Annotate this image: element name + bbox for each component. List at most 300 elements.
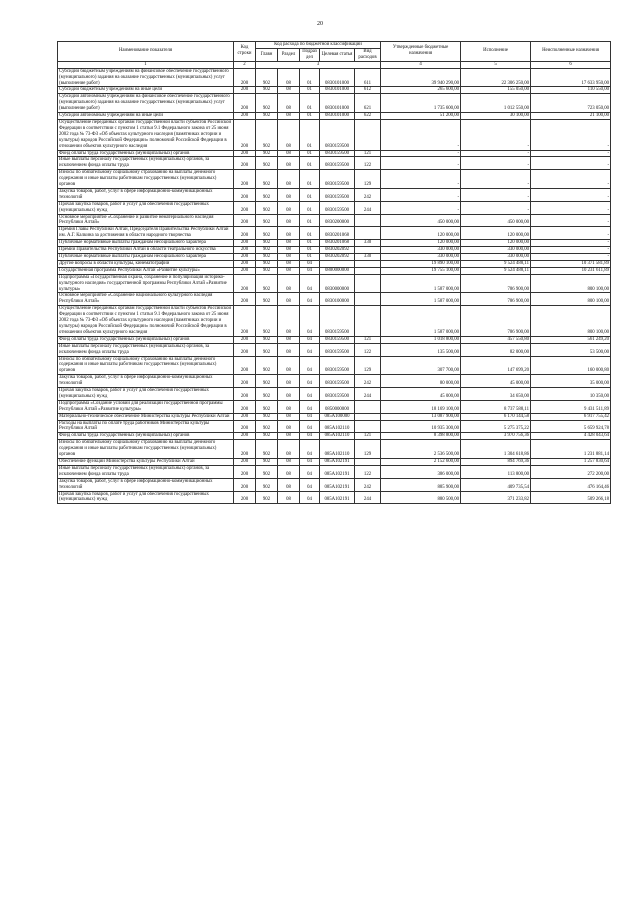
row-executed: 5 275 375,22	[461, 420, 531, 433]
row-executed: 113 800,00	[461, 465, 531, 478]
row-approved: 10 935 300,00	[381, 420, 461, 433]
row-subsection: 01	[300, 188, 320, 201]
row-unexecuted: 1 257 830,64	[531, 459, 611, 466]
table-row	[58, 240, 611, 247]
row-main: 902	[256, 400, 278, 413]
row-approved: 265 600,00	[381, 87, 461, 94]
row-subsection: 01	[300, 254, 320, 261]
row-main: 902	[256, 119, 278, 150]
row-approved: -	[381, 170, 461, 189]
row-unexecuted: 561 249,20	[531, 336, 611, 343]
row-approved: 120 000,00	[381, 227, 461, 240]
table-row	[58, 68, 611, 87]
table-row	[58, 413, 611, 420]
row-main: 902	[256, 150, 278, 157]
row-section: 08	[278, 254, 300, 261]
row-section: 08	[278, 87, 300, 94]
row-subsection: 04	[300, 356, 320, 375]
table-row	[58, 94, 611, 113]
row-executed: -	[461, 157, 531, 170]
row-section: 08	[278, 388, 300, 401]
row-approved: 885 900,00	[381, 478, 461, 491]
row-unexecuted: 160 000,80	[531, 356, 611, 375]
row-code: 200	[234, 274, 256, 293]
table-row	[58, 170, 611, 189]
row-subsection: 01	[300, 214, 320, 227]
column-number: 5	[461, 61, 531, 68]
row-main: 902	[256, 201, 278, 214]
table-row	[58, 247, 611, 254]
row-name: Прочая закупка товаров, работ и услуг для обеспечения государственных (муниципальных) нужд	[58, 201, 234, 214]
row-section: 08	[278, 201, 300, 214]
table-row	[58, 420, 611, 433]
row-expense-type	[355, 306, 381, 337]
header-approved: Утвержденные бюджетные назначения	[381, 42, 461, 62]
table-row	[58, 119, 611, 150]
row-expense-type: 129	[355, 356, 381, 375]
row-approved: 13 087 900,00	[381, 413, 461, 420]
column-number-row	[58, 61, 611, 68]
budget-execution-table	[57, 41, 611, 504]
row-subsection: 01	[300, 157, 320, 170]
row-expense-type: 244	[355, 491, 381, 504]
row-approved: 1 587 000,00	[381, 306, 461, 337]
row-unexecuted: 4 428 043,64	[531, 433, 611, 440]
row-code: 200	[234, 375, 256, 388]
row-approved: 18 169 100,00	[381, 400, 461, 413]
row-approved: -	[381, 188, 461, 201]
table-row	[58, 375, 611, 388]
row-code: 200	[234, 94, 256, 113]
row-unexecuted: 800 100,00	[531, 274, 611, 293]
row-unexecuted: 10 350,00	[531, 388, 611, 401]
row-executed: 786 900,00	[461, 274, 531, 293]
row-unexecuted: -	[531, 240, 611, 247]
row-unexecuted: 53 500,00	[531, 343, 611, 356]
row-name: Премии Правительства Республики Алтай в области театрального искусства	[58, 247, 234, 254]
page-number: 20	[317, 21, 323, 27]
row-unexecuted: 5 659 924,78	[531, 420, 611, 433]
row-approved: 39 940 290,00	[381, 68, 461, 87]
row-subsection: 04	[300, 433, 320, 440]
row-expense-type: 121	[355, 433, 381, 440]
row-code: 200	[234, 170, 256, 189]
table-row	[58, 150, 611, 157]
table-row	[58, 336, 611, 343]
row-name: Фонд оплаты труда государственных (муниципальных) органов	[58, 150, 234, 157]
row-approved: 307 700,00	[381, 356, 461, 375]
row-subsection: 04	[300, 413, 320, 420]
row-target: 0830159500	[320, 343, 355, 356]
row-subsection: 01	[300, 227, 320, 240]
row-target: 0830159500	[320, 201, 355, 214]
row-unexecuted: -	[531, 170, 611, 189]
row-section: 08	[278, 306, 300, 337]
row-section: 08	[278, 465, 300, 478]
row-section: 08	[278, 433, 300, 440]
header-expense-type: Вид расходов	[355, 48, 381, 61]
table-row	[58, 356, 611, 375]
row-executed: 9 524 488,11	[461, 267, 531, 274]
row-subsection: 01	[300, 240, 320, 247]
row-target: 085А102191	[320, 459, 355, 466]
row-target: 0830201068	[320, 240, 355, 247]
row-target: 0830159500	[320, 306, 355, 337]
row-subsection: 04	[300, 267, 320, 274]
row-code: 200	[234, 356, 256, 375]
row-target: 0830159500	[320, 375, 355, 388]
row-executed: 450 000,00	[461, 214, 531, 227]
row-target: 0830159500	[320, 119, 355, 150]
row-main: 902	[256, 420, 278, 433]
table-body	[58, 68, 611, 504]
row-unexecuted: 6 917 755,42	[531, 413, 611, 420]
row-target: 0800000000	[320, 267, 355, 274]
row-section: 08	[278, 170, 300, 189]
row-executed: 120 000,00	[461, 227, 531, 240]
row-code: 200	[234, 459, 256, 466]
row-executed: 330 000,00	[461, 247, 531, 254]
row-approved: 330 000,00	[381, 247, 461, 254]
row-unexecuted: -	[531, 254, 611, 261]
row-section: 08	[278, 68, 300, 87]
row-code: 200	[234, 343, 256, 356]
row-expense-type	[355, 267, 381, 274]
row-code: 200	[234, 87, 256, 94]
table-row	[58, 293, 611, 306]
row-section: 08	[278, 119, 300, 150]
row-target: 0830200000	[320, 214, 355, 227]
row-name: Премия Главы Республики Алтай, Председателя Правительства Республики Алтай им. А.Г. Калкина за достижения в области народного творчества	[58, 227, 234, 240]
row-name: Осуществление переданных органам государственной власти субъектов Российской Федерации в соответствии с пунктом 1 статьи 9.1 Федерального закона от 25 июня 2002 года № 73-ФЗ «Об объектах культурного наследия (памятниках истории и культуры) народов Российской Федерации» полномочий Российской Федерации в отношении объектов культурного наследия	[58, 119, 234, 150]
row-main: 902	[256, 388, 278, 401]
header-section: Раздел	[278, 48, 300, 61]
row-main: 902	[256, 87, 278, 94]
header-name: Наименование показателя	[58, 42, 234, 62]
row-subsection: 01	[300, 94, 320, 113]
row-section: 08	[278, 113, 300, 120]
row-expense-type	[355, 413, 381, 420]
row-expense-type: 622	[355, 113, 381, 120]
row-name: Иные выплаты персоналу государственных (муниципальных) органов, за исключением фонда оплаты труда	[58, 343, 234, 356]
row-section: 08	[278, 293, 300, 306]
row-target: 0830159500	[320, 336, 355, 343]
row-name: Осуществление переданных органам государственной власти субъектов Российской Федерации в соответствии с пунктом 1 статьи 9.1 Федерального закона от 25 июня 2002 года № 73-ФЗ «Об объектах культурного наследия (памятниках истории и культуры) народов Российской Федерации» полномочий Российской Федерации в отношении объектов культурного наследия	[58, 306, 234, 337]
row-unexecuted: 509 266,18	[531, 491, 611, 504]
row-expense-type	[355, 293, 381, 306]
row-unexecuted: -	[531, 119, 611, 150]
row-main: 902	[256, 260, 278, 267]
row-executed: 6 170 144,58	[461, 413, 531, 420]
row-approved: 80 000,00	[381, 375, 461, 388]
row-main: 902	[256, 465, 278, 478]
row-expense-type: 612	[355, 87, 381, 94]
row-expense-type: 244	[355, 388, 381, 401]
row-main: 902	[256, 157, 278, 170]
row-expense-type: 121	[355, 336, 381, 343]
row-subsection: 01	[300, 247, 320, 254]
column-number: 4	[381, 61, 461, 68]
row-main: 902	[256, 254, 278, 261]
row-executed: 22 306 250,00	[461, 68, 531, 87]
row-subsection: 04	[300, 375, 320, 388]
row-name: Расходы на выплаты по оплате труда работников Министерства культуры Республики Алтай	[58, 420, 234, 433]
row-code: 200	[234, 491, 256, 504]
row-executed: 3 970 756,36	[461, 433, 531, 440]
row-executed: 409 735,54	[461, 478, 531, 491]
row-expense-type: 242	[355, 375, 381, 388]
row-section: 08	[278, 491, 300, 504]
table-row	[58, 491, 611, 504]
row-target: 0830000000	[320, 274, 355, 293]
column-number: 3	[256, 61, 381, 68]
row-name: Субсидии бюджетным учреждениям на иные цели	[58, 87, 234, 94]
row-expense-type	[355, 214, 381, 227]
row-main: 902	[256, 343, 278, 356]
row-target: 0830159500	[320, 170, 355, 189]
row-executed: -	[461, 170, 531, 189]
row-code: 200	[234, 68, 256, 87]
header-subsection: Подраз дел	[300, 48, 320, 61]
row-target	[320, 260, 355, 267]
row-name: Закупка товаров, работ, услуг в сфере информационно-коммуникационных технологий	[58, 188, 234, 201]
column-number: 6	[531, 61, 611, 68]
row-unexecuted: 35 000,00	[531, 375, 611, 388]
row-target: 0830159500	[320, 356, 355, 375]
row-code: 200	[234, 440, 256, 459]
row-expense-type: 330	[355, 240, 381, 247]
row-unexecuted: 110 550,00	[531, 87, 611, 94]
row-subsection: 04	[300, 343, 320, 356]
row-section: 08	[278, 478, 300, 491]
row-expense-type	[355, 420, 381, 433]
row-code: 200	[234, 254, 256, 261]
row-unexecuted: 272 200,00	[531, 465, 611, 478]
row-main: 902	[256, 240, 278, 247]
row-main: 902	[256, 94, 278, 113]
table-row	[58, 157, 611, 170]
row-section: 08	[278, 150, 300, 157]
row-expense-type: 121	[355, 150, 381, 157]
row-name: Субсидии автономным учреждениям на иные цели	[58, 113, 234, 120]
table-row	[58, 388, 611, 401]
row-unexecuted: 723 050,00	[531, 94, 611, 113]
row-executed: -	[461, 188, 531, 201]
row-name: Материально-техническое обеспечение Министерства культуры Республики Алтай	[58, 413, 234, 420]
row-unexecuted: -	[531, 157, 611, 170]
row-expense-type	[355, 247, 381, 254]
row-name: Основное мероприятие «Сохранение и развитие нематериального наследия Республики Алтай»	[58, 214, 234, 227]
table-row	[58, 227, 611, 240]
row-subsection: 01	[300, 113, 320, 120]
row-main: 902	[256, 293, 278, 306]
row-approved: 1 587 000,00	[381, 293, 461, 306]
row-target: 0830100000	[320, 293, 355, 306]
table-row	[58, 214, 611, 227]
row-target: 0830159500	[320, 188, 355, 201]
row-executed: 82 000,00	[461, 343, 531, 356]
row-approved: -	[381, 150, 461, 157]
table-row	[58, 201, 611, 214]
row-executed: 786 900,00	[461, 306, 531, 337]
row-subsection: 01	[300, 170, 320, 189]
row-target: 0830101000	[320, 113, 355, 120]
header-target: Целевая статья	[320, 48, 355, 61]
table-row	[58, 267, 611, 274]
row-main: 902	[256, 433, 278, 440]
row-target: 0830201068	[320, 227, 355, 240]
row-main: 902	[256, 214, 278, 227]
header-unexecuted: Неисполненные назначения	[531, 42, 611, 62]
row-approved: 450 000,00	[381, 214, 461, 227]
row-expense-type	[355, 400, 381, 413]
row-expense-type: 129	[355, 440, 381, 459]
row-section: 08	[278, 356, 300, 375]
row-name: Публичные нормативные выплаты гражданам несоциального характера	[58, 240, 234, 247]
row-unexecuted: 17 633 950,00	[531, 68, 611, 87]
table-row	[58, 478, 611, 491]
row-executed: 155 050,00	[461, 87, 531, 94]
row-section: 08	[278, 260, 300, 267]
row-name: Закупка товаров, работ, услуг в сфере информационно-коммуникационных технологий	[58, 375, 234, 388]
row-unexecuted: -	[531, 247, 611, 254]
row-executed: 34 650,00	[461, 388, 531, 401]
row-subsection: 04	[300, 491, 320, 504]
row-expense-type: 242	[355, 188, 381, 201]
row-subsection: 04	[300, 306, 320, 337]
row-code: 200	[234, 306, 256, 337]
row-code: 200	[234, 413, 256, 420]
table-row	[58, 254, 611, 261]
row-executed: 371 233,82	[461, 491, 531, 504]
row-expense-type: 242	[355, 478, 381, 491]
row-name: Взносы по обязательному социальному страхованию на выплаты денежного содержания и иные выплаты работникам государственных (муниципальных) органов	[58, 356, 234, 375]
row-subsection: 04	[300, 400, 320, 413]
row-target: 0830159500	[320, 157, 355, 170]
row-main: 902	[256, 306, 278, 337]
row-name: Прочая закупка товаров, работ и услуг для обеспечения государственных (муниципальных) нужд	[58, 491, 234, 504]
row-subsection: 04	[300, 478, 320, 491]
row-executed: -	[461, 150, 531, 157]
row-main: 902	[256, 491, 278, 504]
row-executed: 457 550,80	[461, 336, 531, 343]
row-executed: 120 000,00	[461, 240, 531, 247]
row-unexecuted: -	[531, 188, 611, 201]
row-expense-type: 621	[355, 94, 381, 113]
table-row	[58, 274, 611, 293]
row-executed: 786 900,00	[461, 293, 531, 306]
row-section: 08	[278, 440, 300, 459]
table-row	[58, 440, 611, 459]
row-code: 200	[234, 420, 256, 433]
row-unexecuted: 1 231 881,14	[531, 440, 611, 459]
row-executed: 1 304 618,86	[461, 440, 531, 459]
row-unexecuted: 800 100,00	[531, 293, 611, 306]
row-executed: 1 012 550,00	[461, 94, 531, 113]
row-main: 902	[256, 188, 278, 201]
row-main: 902	[256, 113, 278, 120]
row-expense-type: 330	[355, 254, 381, 261]
row-approved: 45 000,00	[381, 388, 461, 401]
table-row	[58, 188, 611, 201]
row-approved: 330 000,00	[381, 254, 461, 261]
row-section: 08	[278, 267, 300, 274]
row-approved: 135 500,00	[381, 343, 461, 356]
row-approved: -	[381, 201, 461, 214]
row-section: 08	[278, 375, 300, 388]
row-unexecuted: 10 231 611,89	[531, 267, 611, 274]
row-section: 08	[278, 240, 300, 247]
row-name: Обеспечение функций Министерства культуры Республики Алтай	[58, 459, 234, 466]
row-subsection: 04	[300, 459, 320, 466]
row-main: 902	[256, 336, 278, 343]
row-expense-type: 244	[355, 201, 381, 214]
row-executed: 30 100,00	[461, 113, 531, 120]
row-target: 0830159500	[320, 150, 355, 157]
row-executed: -	[461, 201, 531, 214]
row-name: Другие вопросы в области культуры, кинематографии	[58, 260, 234, 267]
row-unexecuted: 476 164,46	[531, 478, 611, 491]
row-subsection: 04	[300, 274, 320, 293]
table-row	[58, 459, 611, 466]
row-name: Подпрограмма «Государственная охрана, сохранение и популяризация историко-культурного наследия» государственной программы Республики Алтай «Развитие культуры»	[58, 274, 234, 293]
row-expense-type	[355, 260, 381, 267]
row-section: 08	[278, 400, 300, 413]
row-approved: 8 398 800,00	[381, 433, 461, 440]
row-subsection: 01	[300, 150, 320, 157]
row-approved: 1 587 000,00	[381, 274, 461, 293]
row-target: 0830202092	[320, 254, 355, 261]
row-main: 902	[256, 68, 278, 87]
row-subsection: 04	[300, 388, 320, 401]
row-main: 902	[256, 478, 278, 491]
row-unexecuted: 21 100,00	[531, 113, 611, 120]
row-executed: -	[461, 119, 531, 150]
row-subsection: 01	[300, 119, 320, 150]
row-executed: 147 699,20	[461, 356, 531, 375]
row-approved: 386 000,00	[381, 465, 461, 478]
row-expense-type: 122	[355, 157, 381, 170]
row-section: 08	[278, 343, 300, 356]
row-target: 0830101000	[320, 87, 355, 94]
row-code: 200	[234, 433, 256, 440]
row-approved: 120 000,00	[381, 240, 461, 247]
row-executed: 330 000,00	[461, 254, 531, 261]
row-unexecuted: 10 371 581,89	[531, 260, 611, 267]
row-expense-type	[355, 459, 381, 466]
row-target: 0830159500	[320, 388, 355, 401]
row-name: Прочая закупка товаров, работ и услуг для обеспечения государственных (муниципальных) нужд	[58, 388, 234, 401]
row-code: 200	[234, 267, 256, 274]
row-main: 902	[256, 375, 278, 388]
row-main: 902	[256, 440, 278, 459]
row-main: 902	[256, 170, 278, 189]
row-target: 0830202092	[320, 247, 355, 254]
row-code: 200	[234, 260, 256, 267]
row-target: 085А102110	[320, 433, 355, 440]
row-unexecuted: -	[531, 214, 611, 227]
row-expense-type: 122	[355, 465, 381, 478]
row-unexecuted: -	[531, 150, 611, 157]
row-name: Фонд оплаты труда государственных (муниципальных) органов	[58, 433, 234, 440]
row-approved: 1 735 600,00	[381, 94, 461, 113]
row-approved: -	[381, 157, 461, 170]
row-name: Основное мероприятие «Сохранение национального культурного наследия Республики Алтай»	[58, 293, 234, 306]
row-subsection: 04	[300, 260, 320, 267]
row-code: 200	[234, 157, 256, 170]
row-subsection: 01	[300, 201, 320, 214]
row-approved: 2 536 500,00	[381, 440, 461, 459]
